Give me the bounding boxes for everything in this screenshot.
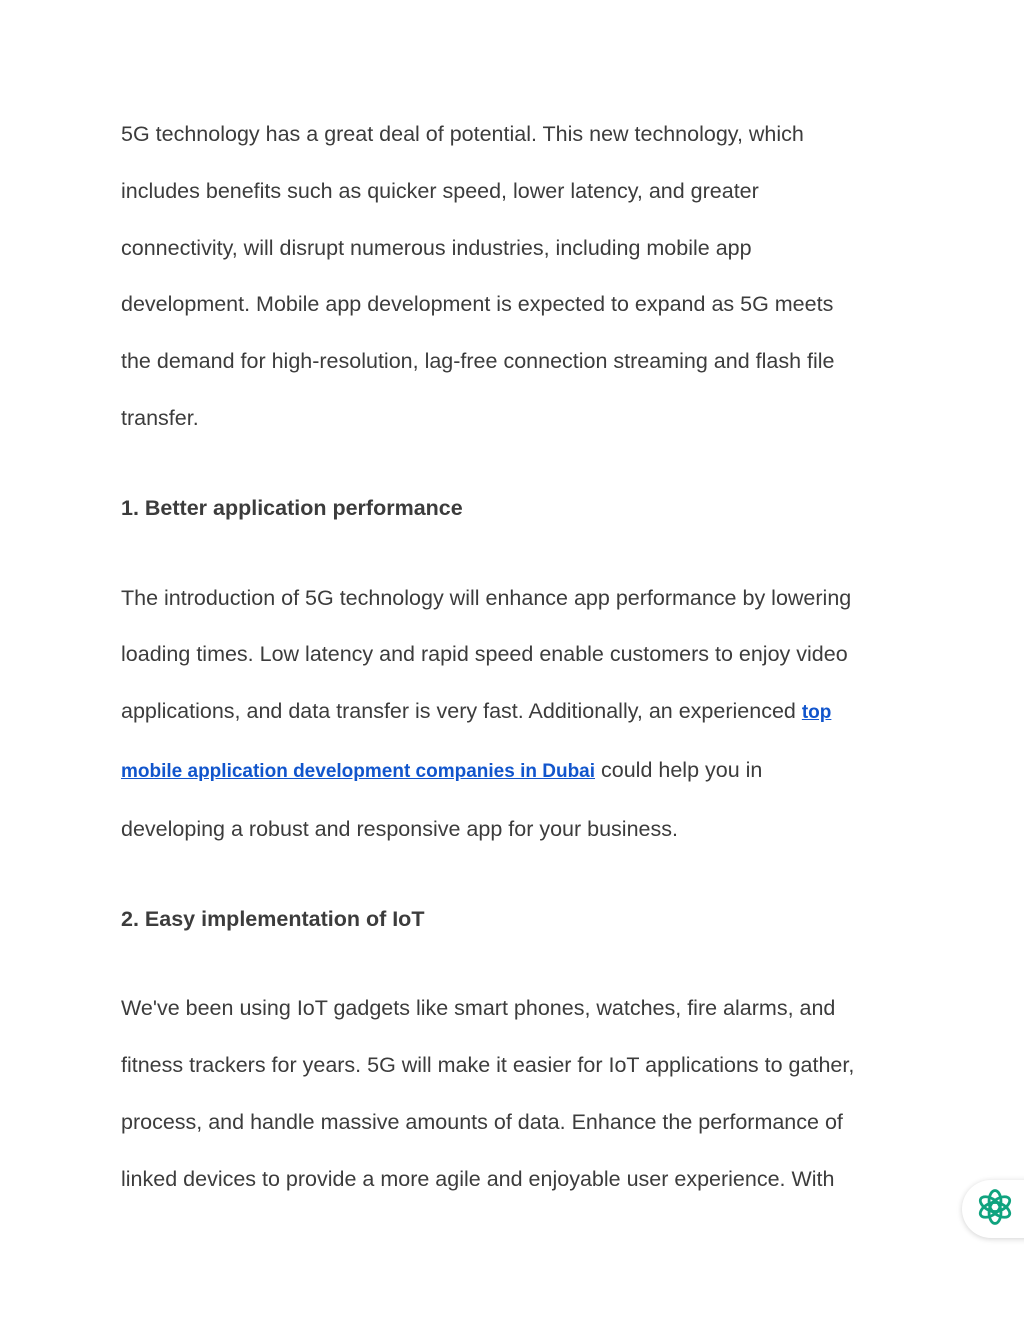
paragraph-text: could help you in xyxy=(595,757,763,782)
performance-paragraph xyxy=(121,570,911,858)
intro-line: development. Mobile app development is expected to expand as 5G meets xyxy=(121,292,834,317)
intro-line: the demand for high-resolution, lag-free connection streaming and flash file xyxy=(121,349,835,374)
spacer xyxy=(121,447,911,480)
spacer xyxy=(121,537,911,570)
paragraph-text: applications, and data transfer is very fast. Additionally, an experienced xyxy=(121,699,802,724)
spacer xyxy=(121,858,911,891)
dubai-companies-link-part2[interactable]: mobile application development companies in Dubai xyxy=(121,760,596,782)
spacer xyxy=(121,947,911,980)
intro-line: connectivity, will disrupt numerous industries, including mobile app xyxy=(121,235,752,260)
section-heading-iot: 2. Easy implementation of IoT xyxy=(121,906,425,931)
paragraph-line xyxy=(121,742,911,801)
dubai-companies-link-part1[interactable]: top xyxy=(801,702,832,724)
intro-line: 5G technology has a great deal of potential. This new technology, which xyxy=(121,122,804,146)
paragraph-line: linked devices to provide a more agile and enjoyable user experience. With xyxy=(121,1166,835,1191)
document-content xyxy=(121,106,911,1208)
assistant-button[interactable] xyxy=(962,1180,1024,1238)
paragraph-line: fitness trackers for years. 5G will make it easier for IoT applications to gather, xyxy=(121,1053,855,1078)
section-heading-performance: 1. Better application performance xyxy=(121,495,463,520)
paragraph-line: process, and handle massive amounts of data. Enhance the performance of xyxy=(121,1109,843,1134)
paragraph-line: loading times. Low latency and rapid speed enable customers to enjoy video xyxy=(121,642,848,667)
iot-paragraph xyxy=(121,980,911,1207)
intro-line: transfer. xyxy=(121,405,199,430)
intro-paragraph xyxy=(121,106,911,447)
paragraph-line: developing a robust and responsive app for your business. xyxy=(121,816,678,841)
openai-knot-icon xyxy=(974,1186,1016,1233)
paragraph-line: The introduction of 5G technology will enhance app performance by lowering xyxy=(121,585,852,610)
paragraph-line xyxy=(121,683,911,742)
intro-line: includes benefits such as quicker speed, lower latency, and greater xyxy=(121,178,759,203)
paragraph-line: We've been using IoT gadgets like smart phones, watches, fire alarms, and xyxy=(121,996,836,1021)
